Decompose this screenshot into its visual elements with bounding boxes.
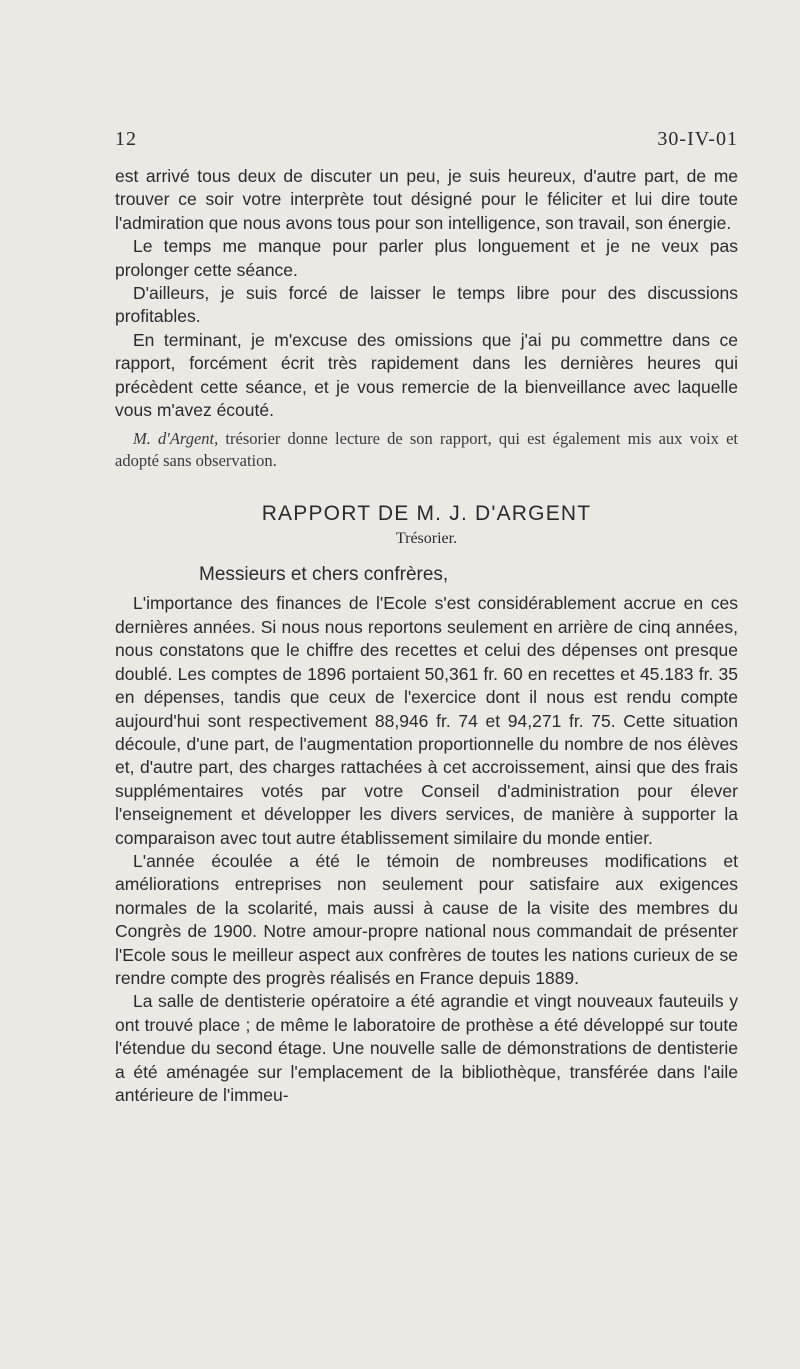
note-speaker: M. d'Argent, (133, 429, 219, 449)
minutes-note (115, 428, 738, 472)
paragraph: est arrivé tous deux de discuter un peu, je suis heureux, d'autre part, de me trouver ce soir votre interprète tout désigné pour le féliciter et lui dire toute l'admiration que nous avons tous pour son intelligence, son travail, son énergie. (115, 166, 738, 233)
page-body (115, 165, 738, 1107)
page-number: 12 (115, 128, 137, 150)
paragraph: L'importance des finances de l'Ecole s'est considérablement accrue en ces dernières années. Si nous nous reportons seulement en arrière de cinq années, nous constatons que le chiffre des recettes et celui des dépenses ont presque doublé. Les comptes de 1896 portaient 50,361 fr. 60 en recettes et 45.183 fr. 35 en dépenses, tandis que ceux de l'exercice dont il nous est rendu compte aujourd'hui sont respectivement 88,946 fr. 74 et 94,271 fr. 75. Cette situation découle, d'une part, de l'augmentation proportionnelle du nombre de nos élèves et, d'autre part, des charges rattachées à cet accroissement, ainsi que des frais supplémentaires votés par votre Conseil d'administration pour élever l'enseignement et développer les divers services, de manière à supporter la comparaison avec tout autre établissement similaire du monde entier. (115, 593, 738, 848)
paragraph: En terminant, je m'excuse des omissions que j'ai pu commettre dans ce rapport, forcément écrit très rapidement dans les dernières heures qui précèdent cette séance, et je vous remercie de la bienveillance avec laquelle vous m'avez écouté. (115, 329, 738, 421)
report-title: RAPPORT DE M. J. D'ARGENT (261, 502, 592, 526)
paragraph: L'année écoulée a été le témoin de nombreuses modifications et améliorations entreprises non seulement pour satisfaire aux exigences normales de la scolarité, mais aussi à cause de la visite des membres du Congrès de 1900. Notre amour-propre national nous commandait de présenter l'Ecole sous le meilleur aspect aux confrères de toutes les nations curieux de se rendre compte des progrès réalisés en France depuis 1889. (115, 850, 738, 988)
paragraph: La salle de dentisterie opératoire a été agrandie et vingt nouveaux fauteuils y ont trouvé place ; de même le laboratoire de prothèse a été développé sur toute l'étendue du second étage. Une nouvelle salle de démonstrations de dentisterie a été aménagée sur l'emplacement de la bibliothèque, transférée dans l'aile antérieure de l'immeu- (115, 991, 738, 1105)
salutation: Messieurs et chers confrères, (199, 564, 449, 586)
report-subtitle: Trésorier. (395, 530, 458, 548)
issue-date: 30-IV-01 (657, 128, 738, 150)
paragraph: D'ailleurs, je suis forcé de laisser le temps libre pour des discussions profitables. (115, 283, 738, 327)
paragraph: Le temps me manque pour parler plus longuement et je ne veux pas prolonger cette séance. (115, 236, 738, 280)
note-text: trésorier donne lecture de son rapport, qui est également mis aux voix et adopté sans observation. (115, 429, 738, 471)
running-header (115, 128, 738, 151)
